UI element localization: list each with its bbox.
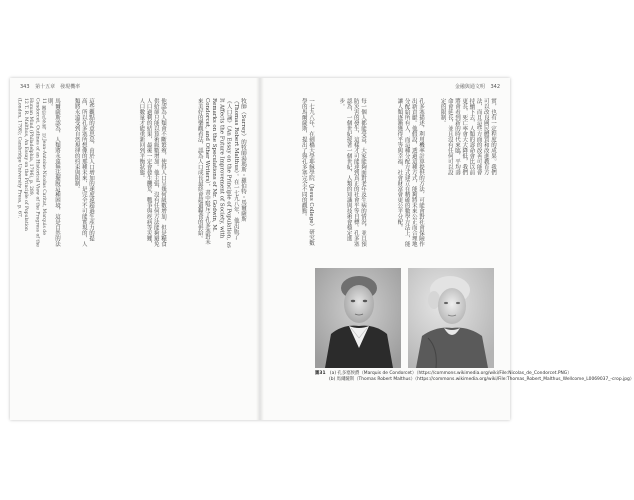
left-page-number: 343 bbox=[20, 84, 30, 90]
left-column-4: 馬爾薩斯認為，人類將永遠無法擺脫這種困境，這是自然的法則。 bbox=[46, 98, 60, 247]
portrait-malthus-image bbox=[315, 268, 401, 368]
left-page bbox=[10, 78, 260, 420]
right-book-title: 金融與通文明 bbox=[454, 84, 485, 90]
left-column-3: 這些觀點的意思是，由於人口增加的速度遠超過生產力的提高，所以孔多塞所想像的那種未來，是完全不可能實現的，人類將永遠受到自然規律的約束與限制。 bbox=[73, 98, 94, 247]
right-running-header bbox=[451, 83, 500, 90]
figure-caption-b: (b) 馬爾薩斯（Thomas Robert Malthus）（https://commons.wikimedia.org/wiki/File:Thomas_Robert_Malthus_Wellcome_L0069037_-crop.jpg） bbox=[329, 377, 634, 383]
right-column-4: 一七九八年，在劍橋大學耶穌學院（Jesus College）研究數學的馬爾薩斯，提出了與孔多塞完全不同的觀點。 bbox=[300, 98, 314, 246]
right-column-2: 孔多塞描述，利用機率計算提供的方法，可能會對社會保險作出新貢獻。他假設，透過這種方式，能夠將未來公正而合理地分配給所有人，而這種分配方式建立在精確的數學方法上，能讓人類逐漸獲得平等與幸福，社會財富會更公平分配。 bbox=[396, 98, 424, 247]
left-chapter-title: 第十五章 發現機率 bbox=[35, 84, 81, 90]
footnote-12: 12 T. R. Malthus, An Essay on the Principle of Population (London, 1798); Cambridge University Press, p. 67. bbox=[16, 98, 28, 231]
right-column-3: 每一個人都能受益，大家能夠面對老年及生病的情況，並且預防災害的發生，這樣才可能達到真正的社會平等目標。孔多塞認為，一個世紀接著一個世紀，人類的知識與技術會穩定進步。 bbox=[338, 98, 366, 247]
portrait-condorcet-image bbox=[408, 268, 494, 368]
figure-number: 圖31 bbox=[315, 371, 326, 376]
right-column-1: 實，也有一定程度的成果。我們可以改良國民體質和改進教育方法，而且這些方面的改善可能會持續下去，人類的壽命會比以前更長，死亡率會大大降低，我們將會看到新的時代來臨，平均壽命會延長，並且沒有任何可以設定的限制。 bbox=[439, 98, 496, 175]
right-page bbox=[260, 78, 634, 420]
book-spread bbox=[10, 78, 634, 420]
right-page-number: 342 bbox=[490, 84, 500, 90]
left-running-header bbox=[20, 83, 84, 90]
left-column-2: 他認為人類會不斷繁殖，使得人口呈幾何級數增加，但是糧食供給卻只能以算術級數增加。他主張，沒有任何方法能夠避免人口過剩的結果，最後一定會發生饑荒、戰爭與疾病等災難，人口數量才能重新回到平衡狀態。 bbox=[138, 98, 166, 247]
portrait-malthus bbox=[315, 268, 401, 368]
portrait-condorcet bbox=[408, 268, 494, 368]
figure-caption-a: (a) 孔多塞侯爵（Marquis de Condorcet）（https://commons.wikimedia.org/wiki/File:Nicolas_de_Condorcet.PNG） bbox=[329, 371, 572, 376]
figure-caption bbox=[315, 371, 634, 383]
footnote-11: 11 關於孔多塞，見 Jean-Antoine-Nicolas Caritat, Marquis de Condorcet, Outlines of an Historical View of the Progress of the Human Mind (Philadelphia, 1796), p. 289. bbox=[28, 98, 46, 247]
left-column-1: 牧師（Surrey）的牧師湯瑪斯・羅伯特・馬爾薩斯（Thomas Robert Malthus）。在一七九八年，他出版了《人口論》（An Essay on the Principle of Population, as It Affects the Future Improvement of Society, with Remarks on the Speculations of Mr. Godwin, M. Condorcet, and Other Writers），書中駁斥了孔多塞對未來美好的樂觀看法，認為人口成長最終會超過糧食的供給。 bbox=[196, 98, 246, 248]
